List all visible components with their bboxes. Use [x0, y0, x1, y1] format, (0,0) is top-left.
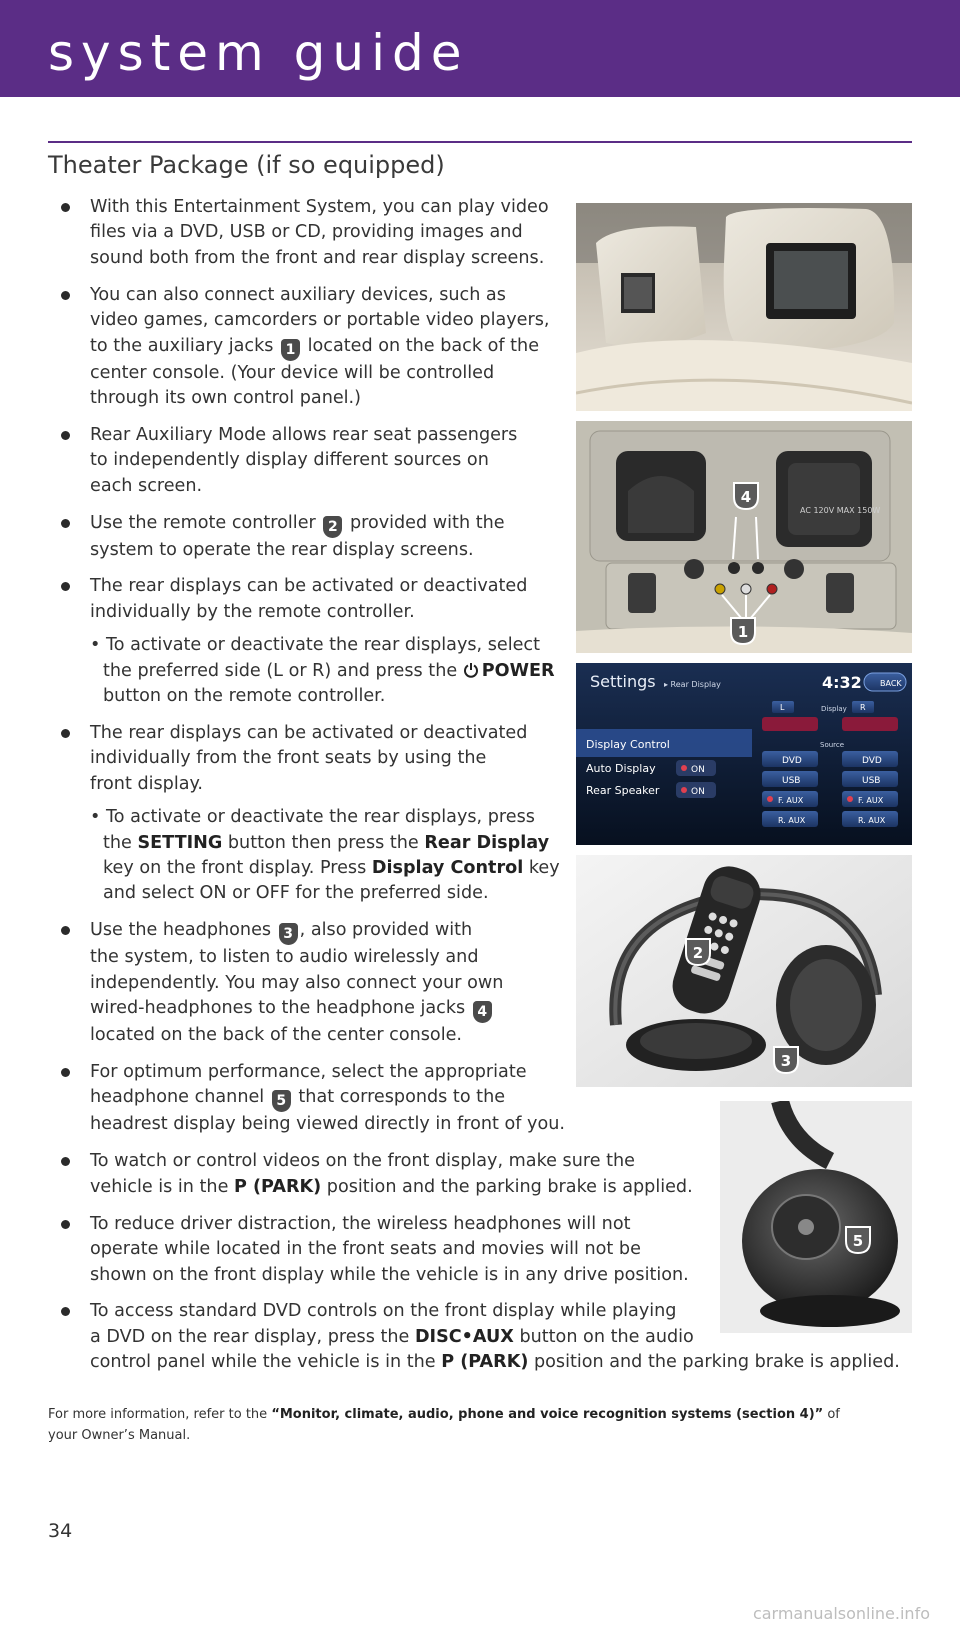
- callout-1: [729, 616, 757, 646]
- callout-5-label: 5: [852, 1232, 864, 1250]
- bullet-line: , also provided with: [299, 920, 473, 941]
- park-label: P (PARK): [441, 1352, 529, 1373]
- bullet-dot: [61, 291, 70, 300]
- screen-on-label: ON: [691, 765, 705, 775]
- bullet-dot: [61, 1220, 70, 1229]
- reference-title: “Monitor, climate, audio, phone and voice recognition systems (section 4)”: [271, 1407, 824, 1422]
- bullet-line: operate while located in the front seats and movies will not be: [90, 1239, 641, 1260]
- bullet-line: With this Entertainment System, you can play video: [90, 197, 549, 217]
- bullet-line: To access standard DVD controls on the front display while playing: [90, 1301, 677, 1322]
- reference-prefix: For more information, refer to the: [48, 1407, 268, 1422]
- screen-source-option: USB: [862, 776, 881, 786]
- screen-source-option: USB: [782, 776, 801, 786]
- bullet-dot: [61, 582, 70, 591]
- bullet-line: files via a DVD, USB or CD, providing images and: [90, 222, 523, 243]
- bullet-line: each screen.: [90, 475, 203, 496]
- screen-on-label: ON: [691, 787, 705, 797]
- bullet-line: individually from the front seats by using the: [90, 748, 487, 769]
- sub-bullet-line: the preferred side (L or R) and press the: [103, 660, 458, 681]
- bullet-line: For optimum performance, select the appropriate: [90, 1062, 527, 1083]
- sub-bullet-line: button then press the: [227, 832, 419, 853]
- callout-5: [844, 1225, 872, 1255]
- callout-3-label: 3: [780, 1052, 792, 1070]
- bullet-line: headphone channel: [90, 1087, 265, 1108]
- callout-number-4: 4: [473, 1001, 492, 1023]
- callout-2-label: 2: [692, 944, 704, 962]
- bullet-line: To reduce driver distraction, the wireless headphones will not: [90, 1213, 631, 1234]
- bullet-line: sound both from the front and rear display screens.: [90, 247, 545, 268]
- bullet-dot: [61, 519, 70, 528]
- center-console-photo: [576, 421, 912, 653]
- screen-display-label: Display: [821, 705, 847, 713]
- callout-2: [684, 937, 712, 967]
- remote-headphones-photo: [576, 855, 912, 1087]
- sub-bullet-line: key: [528, 858, 560, 879]
- bullet-line: independently. You may also connect your own: [90, 972, 504, 993]
- bullet-line: front display.: [90, 773, 204, 794]
- bullet-line: system to operate the rear display screens.: [90, 539, 474, 560]
- bullet-line: Use the headphones: [90, 920, 272, 941]
- bullet-dot: [61, 1307, 70, 1316]
- callout-4-label: 4: [740, 488, 752, 506]
- section-rule: [48, 141, 912, 143]
- bullet-line: position and the parking brake is applied.: [533, 1352, 900, 1373]
- display-control-label: Display Control: [371, 858, 524, 879]
- bullet-dot: [61, 926, 70, 935]
- bullet-dot: [61, 431, 70, 440]
- bullet-line: to independently display different sources on: [90, 450, 489, 471]
- bullet-dot: [61, 203, 70, 212]
- reference-suffix: of: [827, 1407, 840, 1422]
- callout-number-2: 2: [323, 516, 342, 538]
- screen-left-label: L: [780, 703, 785, 712]
- page-header: [0, 0, 960, 97]
- bullet-line: to the auxiliary jacks: [90, 335, 274, 356]
- screen-source-option: R. AUX: [858, 816, 886, 825]
- bullet-line: vehicle is in the: [90, 1176, 229, 1197]
- watermark: carmanualsonline.info: [752, 1604, 930, 1623]
- headrest-displays-photo: [576, 203, 912, 411]
- park-label: P (PARK): [234, 1176, 322, 1197]
- power-icon: [463, 662, 479, 678]
- callout-number-5: 5: [272, 1090, 291, 1112]
- disc-aux-label: DISC•AUX: [414, 1326, 514, 1347]
- screen-right-label: R: [860, 703, 866, 712]
- screen-source-option: F. AUX: [858, 796, 884, 805]
- bullet-line: provided with the: [349, 512, 505, 533]
- bullet-line: position and the parking brake is applied.: [326, 1176, 693, 1197]
- sub-bullet-line: button on the remote controller.: [103, 686, 386, 707]
- screen-menu-item: Rear Speaker: [586, 784, 660, 797]
- screen-source-option: R. AUX: [778, 816, 806, 825]
- bullet-line: control panel while the vehicle is in the: [90, 1352, 436, 1373]
- screen-time: 4:32: [822, 673, 862, 692]
- bullet-line: To watch or control videos on the front display, make sure the: [90, 1151, 636, 1172]
- callout-3: [772, 1045, 800, 1075]
- callout-number-3: 3: [279, 923, 298, 945]
- callout-number-1: 1: [281, 339, 300, 361]
- sub-bullet-line: the: [103, 832, 132, 853]
- screen-breadcrumb: ▸ Rear Display: [664, 680, 721, 689]
- sub-bullet-line: • To activate or deactivate the rear displays, press: [90, 807, 535, 828]
- screen-source-option: F. AUX: [778, 796, 804, 805]
- rear-display-label: Rear Display: [424, 832, 550, 853]
- bullet-line: The rear displays can be activated or deactivated: [90, 723, 528, 743]
- setting-label: SETTING: [137, 832, 223, 853]
- bullet-line: center console. (Your device will be controlled: [90, 362, 495, 383]
- screen-title: Settings: [590, 672, 656, 691]
- bullet-line: Use the remote controller: [90, 512, 316, 533]
- bullet-dot: [61, 729, 70, 738]
- bullet-line: You can also connect auxiliary devices, such as: [90, 284, 506, 305]
- bullet-line: headrest display being viewed directly in front of you.: [90, 1114, 565, 1135]
- reference-line2: your Owner’s Manual.: [48, 1428, 191, 1443]
- bullet-line: located on the back of the: [307, 335, 540, 356]
- bullet-line: through its own control panel.): [90, 387, 362, 408]
- bullet-line: button on the audio: [519, 1326, 694, 1347]
- bullet-dot: [61, 1157, 70, 1166]
- bullet-line: the system, to listen to audio wirelessly and: [90, 947, 479, 968]
- screen-source-label: Source: [820, 741, 845, 749]
- screen-source-option: DVD: [782, 756, 802, 766]
- screen-menu-item: Auto Display: [586, 762, 656, 775]
- screen-menu-item: Display Control: [586, 738, 670, 751]
- bullet-line: video games, camcorders or portable video players,: [90, 310, 550, 331]
- callout-4: [732, 481, 760, 511]
- screen-source-option: DVD: [862, 756, 882, 766]
- screen-back-button: BACK: [880, 679, 902, 688]
- bullet-line: a DVD on the rear display, press the: [90, 1326, 410, 1347]
- sub-bullet-line: key on the front display. Press: [103, 858, 367, 879]
- bullet-dot: [61, 1068, 70, 1077]
- reference-note: [48, 1404, 918, 1446]
- section-title: Theater Package (if so equipped): [48, 151, 445, 179]
- callout-1-label: 1: [737, 623, 749, 641]
- bullet-line: located on the back of the center console.: [90, 1025, 463, 1046]
- outlet-label: AC 120V MAX 150W: [800, 506, 881, 515]
- bullet-line: individually by the remote controller.: [90, 601, 415, 622]
- sub-bullet-line: and select ON or OFF for the preferred side.: [103, 883, 489, 904]
- bullet-line: Rear Auxiliary Mode allows rear seat passengers: [90, 424, 518, 445]
- bullet-line: wired-headphones to the headphone jacks: [90, 998, 466, 1019]
- bullet-line: The rear displays can be activated or deactivated: [90, 576, 528, 597]
- bullet-line: that corresponds to the: [298, 1087, 506, 1108]
- settings-screen-photo: [576, 663, 912, 845]
- bullet-line: shown on the front display while the vehicle is in any drive position.: [90, 1264, 689, 1285]
- page-number: 34: [48, 1520, 73, 1542]
- power-label: POWER: [481, 660, 555, 681]
- headphone-earcup-photo: [720, 1101, 912, 1333]
- header-title: system guide: [48, 24, 469, 82]
- sub-bullet-line: • To activate or deactivate the rear displays, select: [90, 635, 541, 656]
